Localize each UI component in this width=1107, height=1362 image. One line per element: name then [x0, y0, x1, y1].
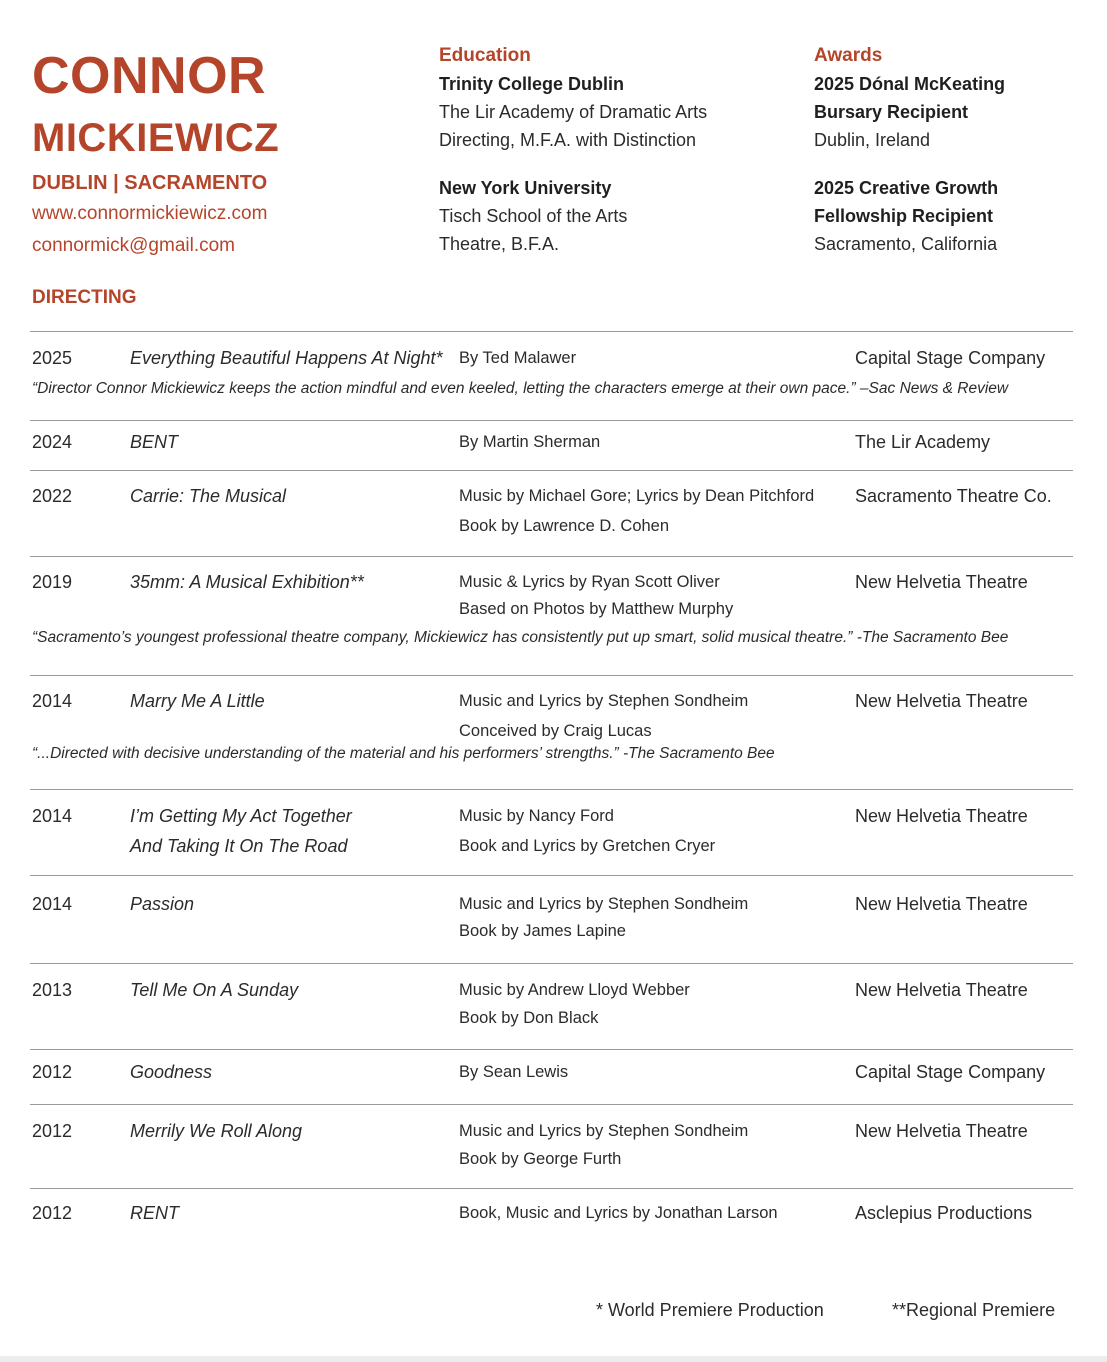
credit-creators: By Martin Sherman — [459, 433, 601, 451]
credit-creators: Music and Lyrics by Stephen Sondheim — [459, 895, 749, 913]
row-divider — [30, 331, 1073, 332]
credit-title-line-2: And Taking It On The Road — [130, 836, 348, 856]
credit-company: Capital Stage Company — [855, 1062, 1046, 1082]
credit-creators-line-2: Book by James Lapine — [459, 922, 626, 940]
award-1-place: Dublin, Ireland — [814, 130, 931, 150]
credit-creators-line-2: Conceived by Craig Lucas — [459, 722, 652, 740]
credit-title: RENT — [130, 1203, 179, 1223]
credit-company: Capital Stage Company — [855, 348, 1046, 368]
bottom-edge — [0, 1356, 1107, 1362]
credit-year: 2013 — [32, 980, 73, 1000]
row-divider — [30, 420, 1073, 421]
credit-company: New Helvetia Theatre — [855, 980, 1028, 1000]
credit-title: Goodness — [130, 1062, 213, 1082]
award-2-place: Sacramento, California — [814, 234, 998, 254]
row-divider — [30, 675, 1073, 676]
credit-year: 2024 — [32, 432, 73, 452]
credit-year: 2022 — [32, 486, 73, 506]
credit-company: New Helvetia Theatre — [855, 572, 1028, 592]
credit-company: New Helvetia Theatre — [855, 894, 1028, 914]
row-divider — [30, 470, 1073, 471]
school-2-name: New York University — [439, 178, 612, 198]
credit-title: Carrie: The Musical — [130, 486, 287, 506]
review-quote: “Sacramento’s youngest professional theatre company, Mickiewicz has consistently put up smart, solid musical theatre.” -The Sacramento Bee — [32, 629, 1009, 646]
school-1-line-2: Directing, M.F.A. with Distinction — [439, 130, 697, 150]
row-divider — [30, 1188, 1073, 1189]
credit-year: 2014 — [32, 894, 73, 914]
awards-column — [814, 42, 1005, 258]
email-link[interactable]: connormick@gmail.com — [32, 235, 236, 256]
credit-creators-line-2: Book by George Furth — [459, 1150, 622, 1168]
award-2-line-1: 2025 Creative Growth — [814, 178, 999, 198]
last-name: MICKIEWICZ — [32, 116, 280, 160]
credit-creators: By Ted Malawer — [459, 349, 577, 367]
website-link[interactable]: www.connormickiewicz.com — [32, 203, 268, 224]
credit-title: Everything Beautiful Happens At Night* — [130, 348, 443, 368]
credit-creators-line-2: Book by Don Black — [459, 1009, 599, 1027]
credit-creators: Book, Music and Lyrics by Jonathan Larson — [459, 1204, 778, 1222]
credit-company: Asclepius Productions — [855, 1203, 1033, 1223]
row-divider — [30, 875, 1073, 876]
credit-year: 2014 — [32, 806, 73, 826]
credit-creators-line-2: Based on Photos by Matthew Murphy — [459, 600, 734, 618]
review-quote: “...Directed with decisive understanding of the material and his performers’ strengths.” -The Sacramento Bee — [32, 745, 775, 762]
credit-company: New Helvetia Theatre — [855, 1121, 1028, 1141]
first-name: CONNOR — [32, 47, 267, 105]
credit-company: Sacramento Theatre Co. — [855, 486, 1052, 506]
credit-creators: Music and Lyrics by Stephen Sondheim — [459, 692, 749, 710]
footnote-regional-premiere: **Regional Premiere — [892, 1300, 1056, 1320]
row-divider — [30, 556, 1073, 557]
credit-year: 2019 — [32, 572, 73, 592]
credit-title: Tell Me On A Sunday — [130, 980, 299, 1000]
credit-creators-line-2: Book and Lyrics by Gretchen Cryer — [459, 837, 716, 855]
credit-year: 2025 — [32, 348, 73, 368]
credit-title: Passion — [130, 894, 195, 914]
credit-title: 35mm: A Musical Exhibition** — [130, 572, 364, 592]
review-quote: “Director Connor Mickiewicz keeps the action mindful and even keeled, letting the characters emerge at their own pace.” –Sac News & Review — [32, 380, 1009, 397]
footnote-world-premiere: * World Premiere Production — [596, 1300, 824, 1320]
credit-title: I’m Getting My Act Together — [130, 806, 352, 826]
row-divider — [30, 963, 1073, 964]
credit-creators: Music by Michael Gore; Lyrics by Dean Pitchford — [459, 487, 815, 505]
row-divider — [30, 1104, 1073, 1105]
school-2-line-1: Tisch School of the Arts — [439, 206, 628, 226]
credit-company: The Lir Academy — [855, 432, 991, 452]
award-1-line-2: Bursary Recipient — [814, 102, 969, 122]
credit-creators: By Sean Lewis — [459, 1063, 569, 1081]
school-2-line-2: Theatre, B.F.A. — [439, 234, 560, 254]
awards-heading: Awards — [814, 45, 883, 66]
row-divider — [30, 1049, 1073, 1050]
credit-creators-line-2: Book by Lawrence D. Cohen — [459, 517, 670, 535]
section-title: DIRECTING — [32, 287, 137, 308]
credit-year: 2014 — [32, 691, 73, 711]
award-2-line-2: Fellowship Recipient — [814, 206, 994, 226]
credit-creators: Music by Nancy Ford — [459, 807, 614, 825]
credit-year: 2012 — [32, 1062, 73, 1082]
credit-title: Marry Me A Little — [130, 691, 265, 711]
cities: DUBLIN | SACRAMENTO — [32, 172, 268, 194]
credit-company: New Helvetia Theatre — [855, 806, 1028, 826]
credit-company: New Helvetia Theatre — [855, 691, 1028, 711]
credit-year: 2012 — [32, 1121, 73, 1141]
credit-creators: Music and Lyrics by Stephen Sondheim — [459, 1122, 749, 1140]
school-1-name: Trinity College Dublin — [439, 74, 625, 94]
row-divider — [30, 789, 1073, 790]
credit-title: BENT — [130, 432, 179, 452]
education-heading: Education — [439, 45, 531, 66]
education-column — [439, 42, 707, 258]
credit-year: 2012 — [32, 1203, 73, 1223]
credit-creators: Music by Andrew Lloyd Webber — [459, 981, 690, 999]
award-1-line-1: 2025 Dónal McKeating — [814, 74, 1006, 94]
school-1-line-1: The Lir Academy of Dramatic Arts — [439, 102, 708, 122]
credit-title: Merrily We Roll Along — [130, 1121, 303, 1141]
credit-creators: Music & Lyrics by Ryan Scott Oliver — [459, 573, 720, 591]
